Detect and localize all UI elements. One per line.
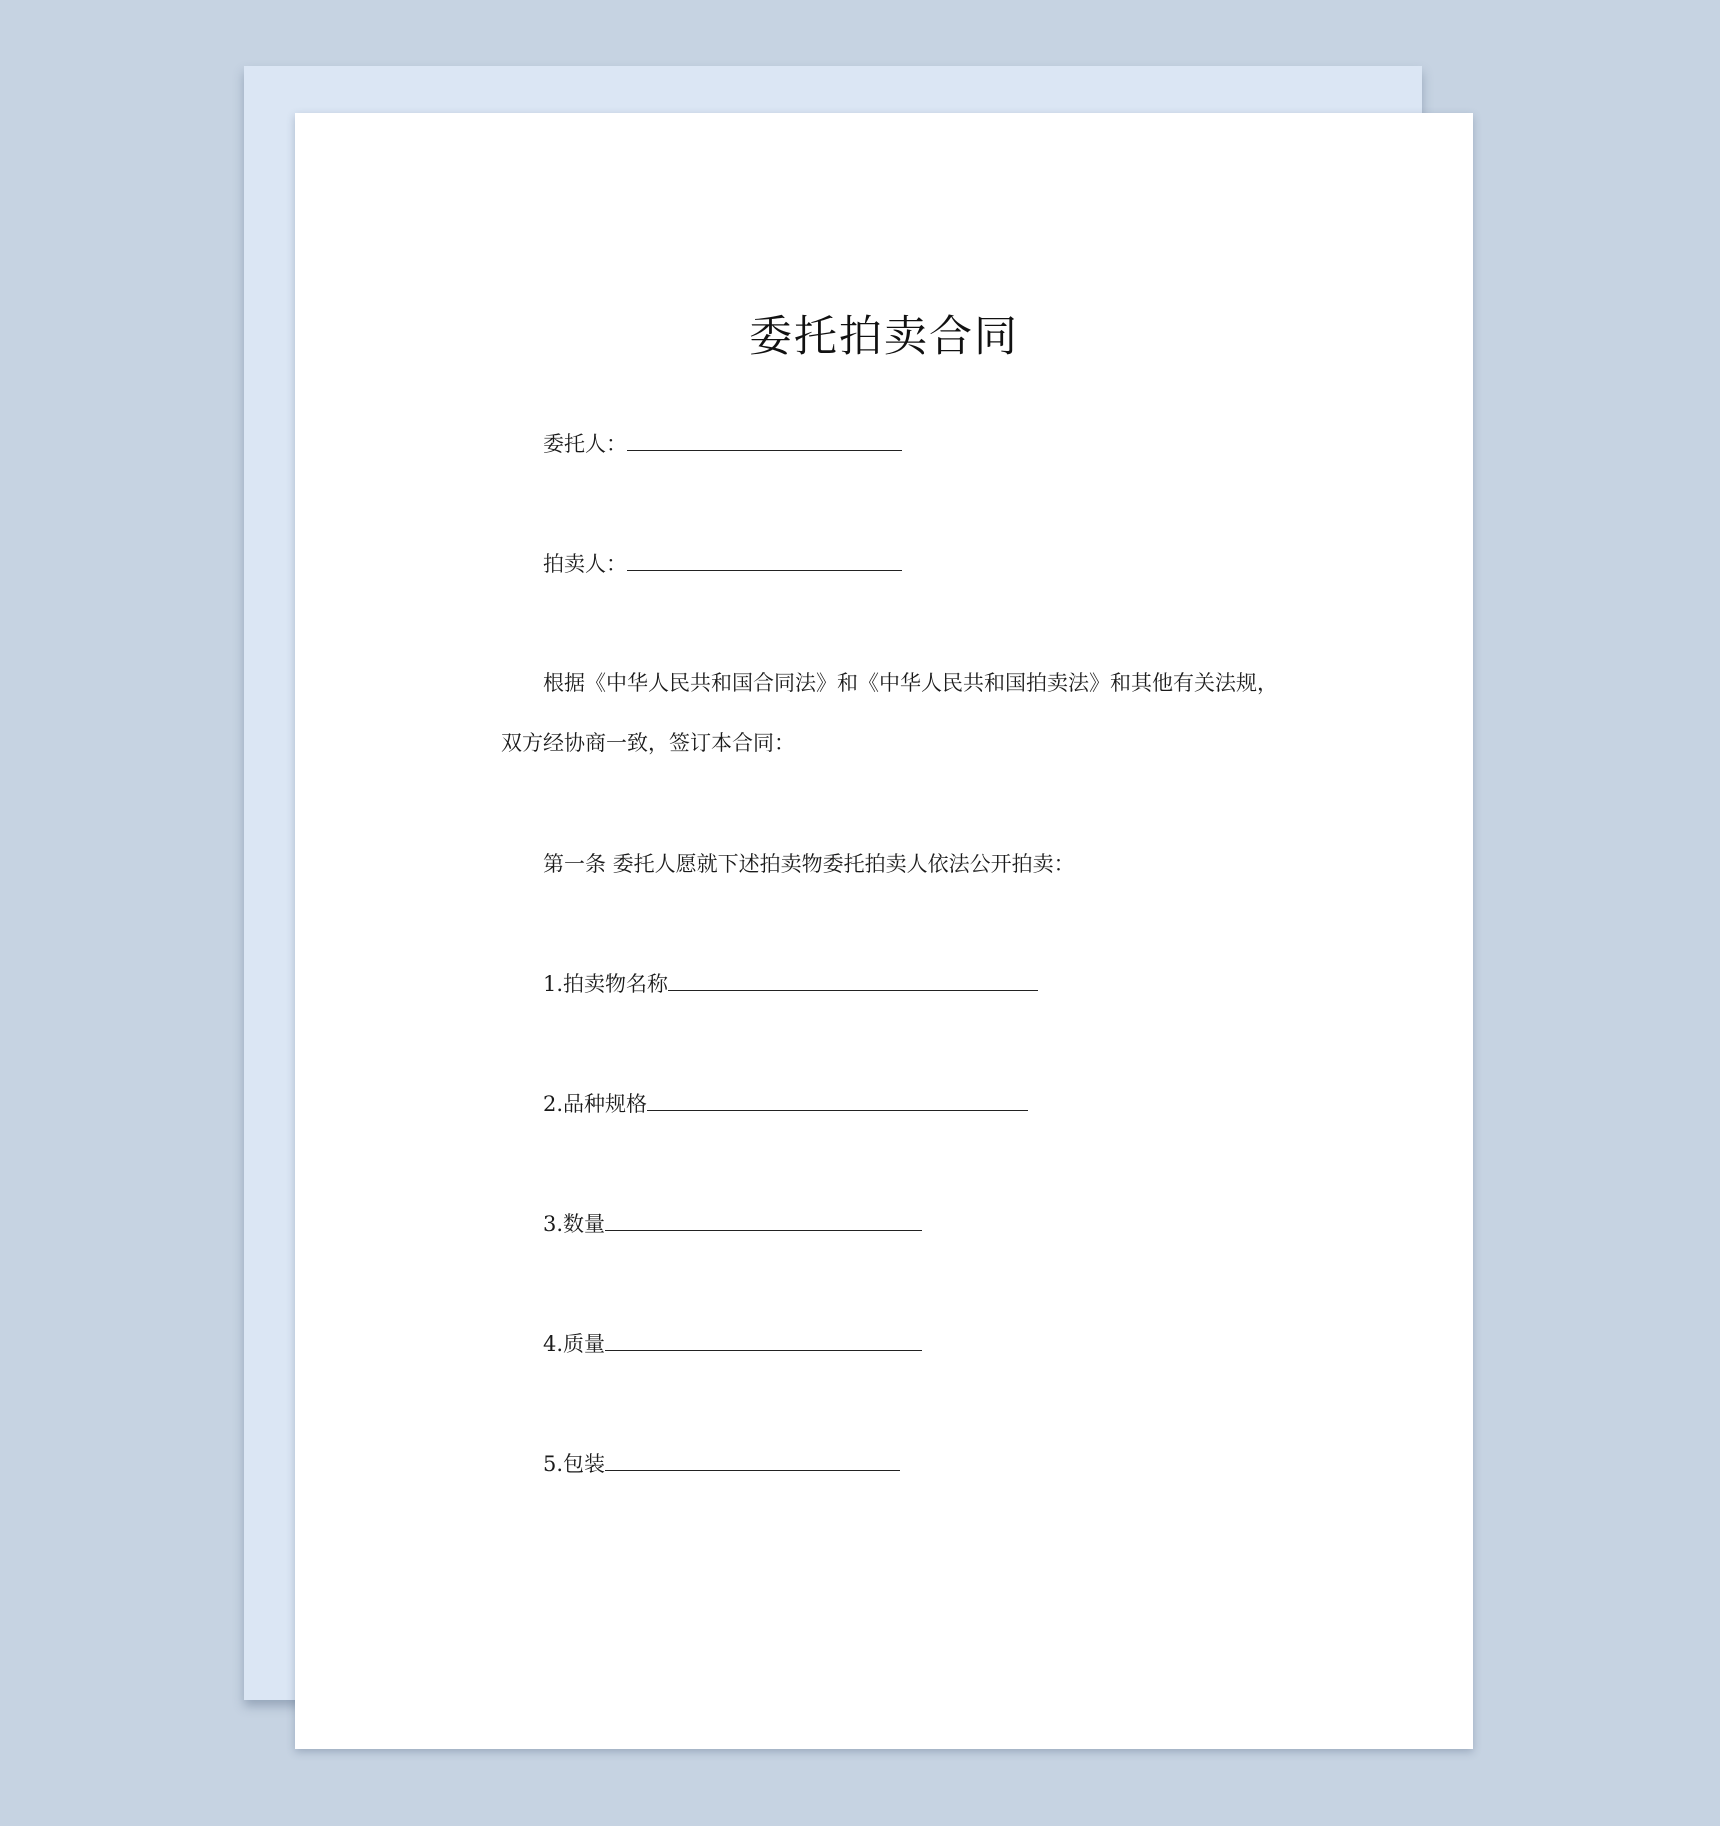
item-name-blank[interactable] — [668, 968, 1038, 991]
auctioneer-label: 拍卖人： — [543, 552, 627, 576]
item-spec-blank[interactable] — [647, 1088, 1028, 1111]
item-label: 5.包装 — [543, 1452, 606, 1476]
consignor-label: 委托人： — [543, 432, 627, 456]
document-page — [295, 113, 1473, 1749]
document-title: 委托拍卖合同 — [749, 312, 1019, 362]
item-quantity-line — [543, 1208, 922, 1239]
item-spec-line — [543, 1088, 1028, 1119]
preamble-line-1: 根据《中华人民共和国合同法》和《中华人民共和国拍卖法》和其他有关法规， — [543, 671, 1278, 695]
item-label: 2.品种规格 — [543, 1092, 648, 1116]
item-label: 3.数量 — [543, 1212, 606, 1236]
item-name-line — [543, 968, 1038, 999]
item-label: 4.质量 — [543, 1332, 606, 1356]
item-quality-line — [543, 1328, 922, 1359]
consignor-blank[interactable] — [627, 428, 902, 451]
item-quantity-blank[interactable] — [605, 1208, 922, 1231]
item-label: 1.拍卖物名称 — [543, 972, 669, 996]
consignor-line — [543, 428, 902, 459]
auctioneer-blank[interactable] — [627, 548, 902, 571]
item-packaging-blank[interactable] — [605, 1448, 900, 1471]
auctioneer-line — [543, 548, 902, 579]
item-packaging-line — [543, 1448, 900, 1479]
preamble-line-2: 双方经协商一致，签订本合同： — [501, 731, 795, 755]
article-1: 第一条 委托人愿就下述拍卖物委托拍卖人依法公开拍卖： — [543, 852, 1075, 876]
item-quality-blank[interactable] — [605, 1328, 922, 1351]
